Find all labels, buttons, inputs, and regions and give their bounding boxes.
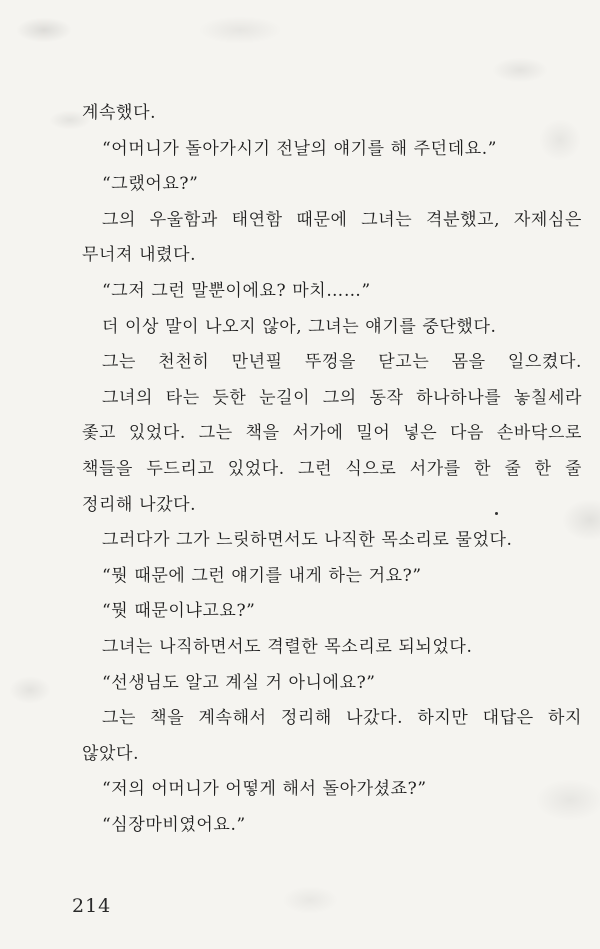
page-number: 214 — [72, 895, 112, 917]
text-line: 않았다. — [82, 743, 140, 764]
text-line: 그녀의 타는 듯한 눈길이 그의 동작 하나하나를 놓칠세라 — [102, 387, 582, 408]
text-line: 더 이상 말이 나오지 않아, 그녀는 얘기를 중단했다. — [102, 316, 497, 337]
text-line: 그러다가 그가 느릿하면서도 나직한 목소리로 물었다. — [102, 530, 513, 551]
text-line: “심장마비였어요.” — [102, 814, 246, 835]
text-line: 정리해 나갔다. — [82, 494, 197, 515]
text-line: 계속했다. — [82, 103, 157, 123]
ink-speck — [495, 512, 498, 515]
text-line: 그녀는 나직하면서도 격렬한 목소리로 되뇌었다. — [102, 636, 473, 657]
text-line: 무너져 내렸다. — [82, 245, 197, 266]
text-line: 그는 천천히 만년필 뚜껑을 닫고는 몸을 일으켰다. — [102, 352, 582, 373]
text-line: 좇고 있었다. 그는 책을 서가에 밀어 넣은 다음 손바닥으로 — [82, 423, 582, 444]
text-line: 그는 책을 계속해서 정리해 나갔다. 하지만 대답은 하지 — [102, 708, 582, 729]
text-line: “저의 어머니가 어떻게 해서 돌아가셨죠?” — [102, 779, 427, 800]
text-line: 그의 우울함과 태연함 때문에 그녀는 격분했고, 자제심은 — [102, 209, 582, 230]
text-line: 책들을 두드리고 있었다. 그런 식으로 서가를 한 줄 한 줄 — [82, 458, 582, 479]
text-line: “그랬어요?” — [102, 174, 199, 195]
text-line: “뭣 때문에 그런 얘기를 내게 하는 거요?” — [102, 565, 422, 586]
text-line: “뭣 때문이냐고요?” — [102, 601, 256, 622]
text-line: “그저 그런 말뿐이에요? 마치……” — [102, 280, 371, 301]
text-line: “어머니가 돌아가시기 전날의 얘기를 해 주던데요.” — [102, 138, 498, 159]
text-line: “선생님도 알고 계실 거 아니에요?” — [102, 672, 376, 693]
body-text — [82, 96, 582, 843]
